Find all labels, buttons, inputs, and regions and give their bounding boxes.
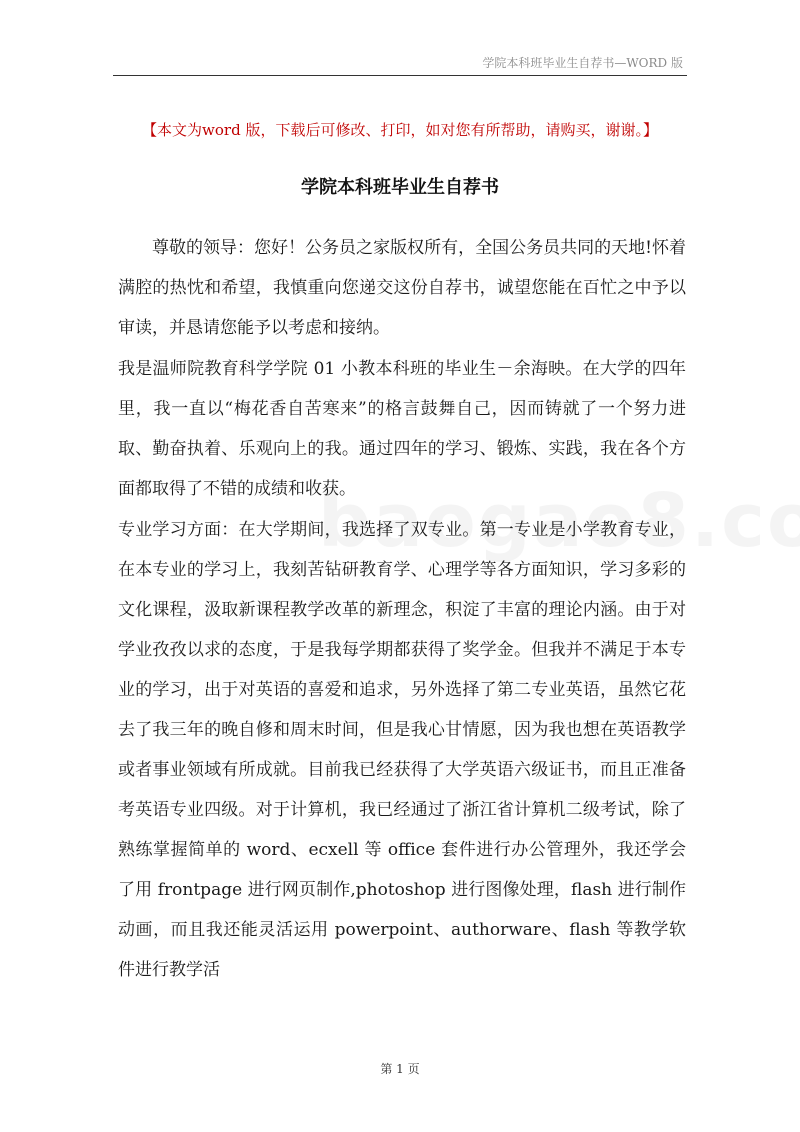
page-number: 第 1 页 [380, 1062, 420, 1076]
document-body [118, 228, 686, 991]
running-header: 学院本科班毕业生自荐书—WORD 版 [482, 56, 683, 70]
download-notice: 【本文为word 版，下载后可修改、打印，如对您有所帮助，请购买，谢谢。】 [142, 121, 658, 139]
paragraph-introduction: 我是温师院教育科学学院 01 小教本科班的毕业生－余海映。在大学的四年里，我一直以“梅花香自苦寒来”的格言鼓舞自己，因而铸就了一个努力进取、勤奋执着、乐观向上的我。通过四年的学习、锻炼、实践，我在各个方面都取得了不错的成绩和收获。 [118, 359, 686, 499]
paragraph-greeting: 尊敬的领导：您好！公务员之家版权所有，全国公务员共同的天地!怀着满腔的热忱和希望，我慎重向您递交这份自荐书，诚望您能在百忙之中予以审读，并恳请您能予以考虑和接纳。 [118, 238, 686, 338]
paragraph-study: 专业学习方面：在大学期间，我选择了双专业。第一专业是小学教育专业，在本专业的学习上，我刻苦钻研教育学、心理学等各方面知识，学习多彩的文化课程，汲取新课程教学改革的新理念，积淀了丰富的理论内涵。由于对学业孜孜以求的态度，于是我每学期都获得了奖学金。但我并不满足于本专业的学习，出于对英语的喜爱和追求，另外选择了第二专业英语，虽然它花去了我三年的晚自修和周末时间，但是我心甘情愿，因为我也想在英语教学或者事业领域有所成就。目前我已经获得了大学英语六级证书，而且正准备考英语专业四级。对于计算机，我已经通过了浙江省计算机二级考试，除了熟练掌握简单的 word、ecxell 等 office 套件进行办公管理外，我还学会了用 frontpage 进行网页制作,photoshop 进行图像处理，flash 进行制作动画，而且我还能灵活运用 powerpoint、authorware、flash 等教学软件进行教学活 [118, 520, 686, 980]
header-divider [113, 75, 687, 76]
document-title: 学院本科班毕业生自荐书 [301, 177, 499, 198]
